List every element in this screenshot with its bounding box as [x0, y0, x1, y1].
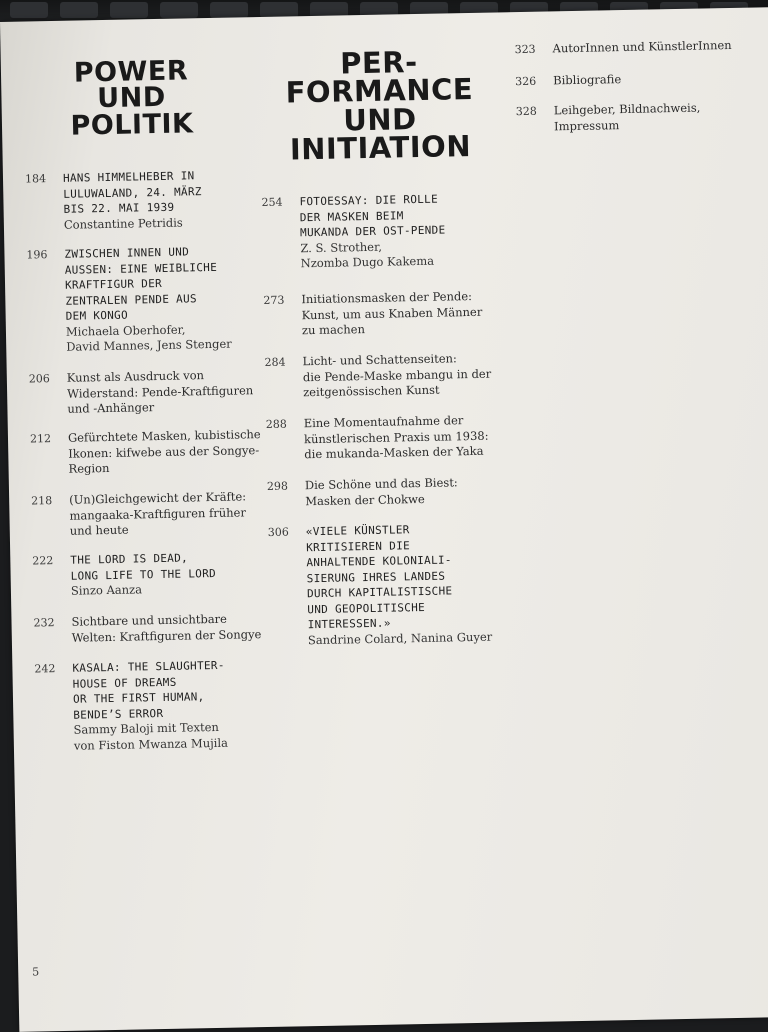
toc-title: Leihgeber, Bildnachweis, Impressum: [553, 100, 701, 133]
toc-title: (Un)Gleichgewicht der Kräfte: mangaaka-Kraftfiguren früher und heute: [69, 489, 247, 538]
toc-page-number: 184: [24, 172, 47, 186]
toc-title: Licht- und Schattenseiten: die Pende-Maske mbangu in der zeitgenössischen Kunst: [302, 351, 492, 400]
toc-entry: [261, 190, 510, 272]
toc-title: Eine Momentaufnahme der künstlerischen Praxis um 1938: die mukanda-Masken der Yaka: [303, 413, 489, 462]
toc-title: Initiationsmasken der Pende: Kunst, um aus Knaben Männer zu machen: [301, 288, 483, 338]
toc-title: AutorInnen und KünstlerInnen: [552, 37, 732, 56]
toc-page-number: 326: [515, 74, 537, 89]
keyboard-key: [110, 2, 148, 20]
toc-title: Kunst als Ausdruck von Widerstand: Pende-Kraftfiguren und -Anhänger: [66, 368, 254, 416]
toc-authors: Sinzo Aanza: [70, 582, 143, 598]
toc-title: ZWISCHEN INNEN UND AUSSEN: EINE WEIBLICHE KRAFTFIGUR DER ZENTRALEN PENDE AUS DEM KONGO: [64, 245, 218, 323]
toc-title: FOTOESSAY: DIE ROLLE DER MASKEN BEIM MUKANDA DER OST-PENDE: [299, 192, 446, 240]
toc-title: Sichtbare und unsichtbare Welten: Kraftfiguren der Songye: [71, 611, 262, 645]
toc-page-number: 206: [28, 372, 50, 386]
toc-entry: [263, 288, 512, 339]
toc-page-number: 212: [29, 432, 52, 446]
toc-entry: [514, 37, 757, 57]
toc-page-number: 298: [266, 479, 289, 493]
toc-entry: [26, 243, 266, 356]
toc-page-number: 328: [515, 104, 537, 119]
toc-entry: [30, 427, 269, 478]
toc-entry: [33, 611, 272, 647]
section-heading-power-und-politik: POWER UND POLITIK: [70, 55, 194, 142]
book-page: [0, 7, 768, 1032]
toc-page-number: 242: [34, 662, 56, 676]
toc-authors: Sammy Baloji mit Texten von Fiston Mwanza Mujila: [73, 719, 229, 753]
toc-entry: [34, 657, 274, 755]
toc-entry: [264, 350, 513, 401]
toc-authors: Constantine Petridis: [63, 215, 183, 232]
toc-entry: [25, 167, 264, 234]
page-number: 5: [32, 965, 40, 979]
toc-page-number: 323: [514, 42, 536, 57]
toc-page-number: 196: [26, 248, 48, 262]
toc-page-number: 273: [263, 293, 285, 307]
toc-entry: [267, 474, 516, 510]
toc-entry: [516, 99, 760, 135]
toc-page-number: 288: [265, 417, 287, 431]
toc-title: HANS HIMMELHEBER IN LULUWALAND, 24. MÄRZ BIS 22. MAI 1939: [62, 169, 202, 216]
toc-title: «VIELE KÜNSTLER KRITISIEREN DIE ANHALTENDE KOLONIALI- SIERUNG IHRES LANDES DURCH KAPITALISTISCHE UND GEOPOLITISCHE INTERESSEN.»: [305, 523, 453, 632]
toc-title: Bibliografie: [553, 72, 622, 88]
toc-entry: [266, 412, 515, 463]
toc-authors: Michaela Oberhofer, David Mannes, Jens Stenger: [65, 321, 232, 354]
keyboard-key: [60, 2, 98, 20]
toc-page-number: 232: [33, 616, 55, 630]
toc-authors: Z. S. Strother, Nzomba Dugo Kakema: [300, 239, 435, 271]
toc-entry: [515, 69, 758, 89]
toc-page-number: 306: [267, 525, 289, 539]
toc-authors: Sandrine Colard, Nanina Guyer: [307, 629, 493, 647]
toc-entry: [268, 520, 518, 649]
toc-title: KASALA: THE SLAUGHTER- HOUSE OF DREAMS OR THE FIRST HUMAN, BENDE’S ERROR: [72, 658, 225, 722]
toc-page-number: 218: [31, 494, 53, 508]
toc-title: Die Schöne und das Biest: Masken der Chokwe: [304, 475, 458, 508]
toc-entry: [31, 489, 270, 540]
toc-entry: [29, 367, 268, 418]
toc-page-number: 284: [264, 355, 286, 369]
keyboard-key: [10, 2, 48, 20]
section-heading-performance-und-initiation: PER- FORMANCE UND INITIATION: [285, 44, 474, 167]
toc-page-number: 222: [32, 554, 54, 568]
toc-title: THE LORD IS DEAD, LONG LIFE TO THE LORD: [70, 551, 217, 583]
toc-entry: [32, 549, 271, 600]
toc-title: Gefürchtete Masken, kubistische Ikonen: kifwebe aus der Songye- Region: [67, 427, 261, 476]
toc-page-number: 254: [261, 195, 283, 210]
